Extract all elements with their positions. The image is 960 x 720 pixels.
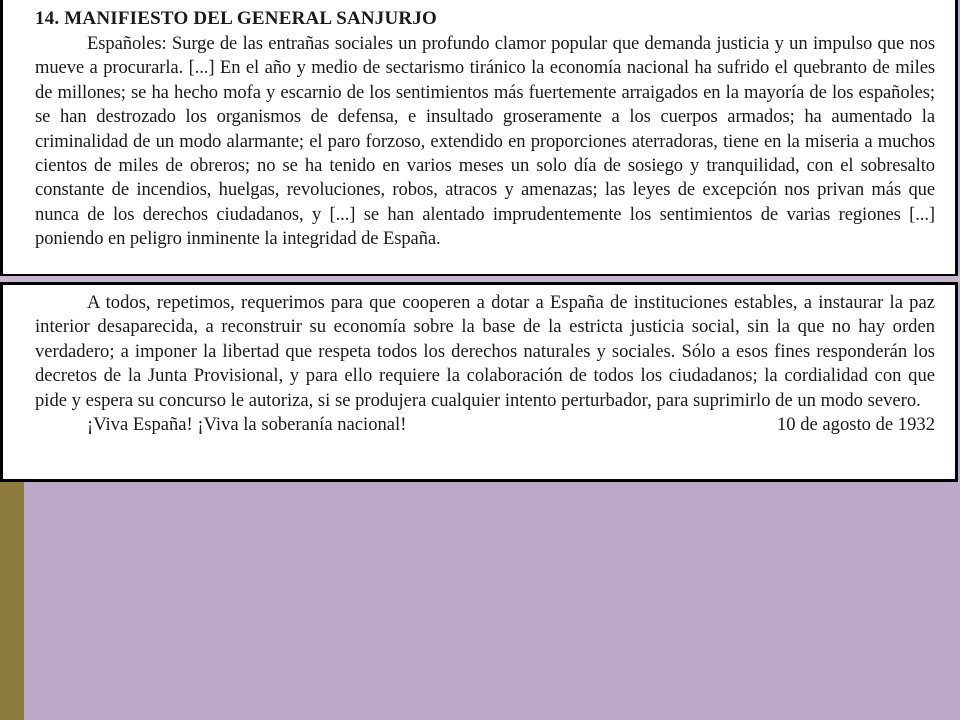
document-excerpt-top (0, 0, 958, 277)
closing-slogan: ¡Viva España! ¡Viva la soberanía nacional! (87, 414, 407, 436)
document-date: 10 de agosto de 1932 (776, 414, 935, 436)
closing-line (35, 413, 935, 437)
manifesto-paragraph-1: Españoles: Surge de las entrañas sociales un profundo clamor popular que demanda justicia y un impulso que nos mueve a procurarla. [...] En el año y medio de sectarismo tiránico la economía nacional ha sufrido el quebranto de miles de millones; se ha hecho mofa y escarnio de los sentimientos más fuertemente arraigados en la mayoría de los españoles; se han destrozado los organismos de defensa, e insultado groseramente a los cuerpos armados; ha aumentado la criminalidad de un modo alarmante; el paro forzoso, extendido en proporciones aterradoras, tiene en la miseria a muchos cientos de miles de obreros; no se ha tenido en varios meses un solo día de sosiego y tranquilidad, con el sobresalto constante de incendios, huelgas, revoluciones, robos, atracos y amenazas; las leyes de excepción nos privan más que nunca de los derechos ciudadanos, y [...] se han alentado imprudentemente los sentimientos de varias regiones [...] poniendo en peligro inminente la integridad de España. (35, 33, 935, 250)
document-title: 14. MANIFIESTO DEL GENERAL SANJURJO (35, 8, 438, 29)
document-excerpt-bottom (0, 282, 958, 482)
manifesto-paragraph-2: A todos, repetimos, requerimos para que cooperen a dotar a España de instituciones estables, a instaurar la paz interior desaparecida, a reconstruir su economía sobre la base de la estricta justicia social, sin la que no hay orden verdadero; a imponer la libertad que respeta todos los derechos naturales y sociales. Sólo a esos fines responderán los decretos de la Junta Provisional, y para ello requiere la colaboración de todos los ciudadanos; la cordialidad con que pide y espera su concurso le autoriza, si se produjera cualquier intento perturbador, para suprimirlo de un modo severo. (35, 292, 935, 411)
